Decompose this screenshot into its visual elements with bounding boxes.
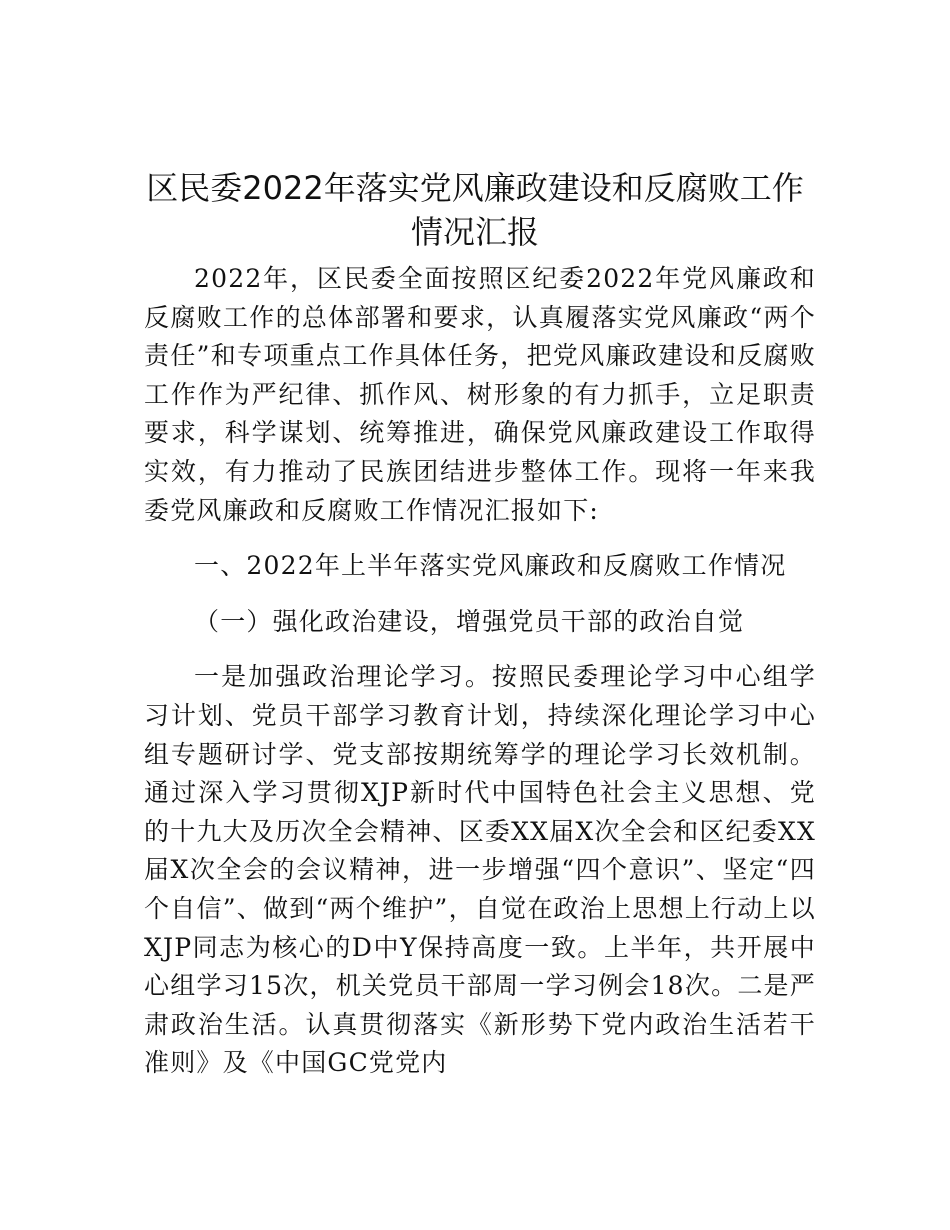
document-body [144, 260, 816, 1083]
document-title-line-2: 情况汇报 [410, 213, 539, 251]
body-paragraph-1: 一是加强政治理论学习。按照民委理论学习中心组学习计划、党员干部学习教育计划，持续深化理论学习中心组专题研讨学、党支部按期统筹学的理论学习长效机制。通过深入学习贯彻XJP新时代中国特色社会主义思想、党的十九大及历次全会精神、区委XX届X次全会和区纪委XX届X次全会的会议精神，进一步增强“四个意识”、坚定“四个自信”、做到“两个维护”，自觉在政治上思想上行动上以XJP同志为核心的D中Y保持高度一致。上半年，共开展中心组学习15次，机关党员干部周一学习例会18次。二是严肃政治生活。认真贯彻落实《新形势下党内政治生活若干准则》及《中国GC党党内 [144, 662, 816, 1078]
document-title-line-1: 区民委2022年落实党风廉政建设和反腐败工作 [146, 169, 804, 207]
section-1-heading: 一、2022年上半年落实党风廉政和反腐败工作情况 [194, 551, 787, 581]
subsection-1-heading: （一）强化政治建设，增强党员干部的政治自觉 [194, 606, 745, 636]
intro-paragraph: 2022年，区民委全面按照区纪委2022年党风廉政和反腐败工作的总体部署和要求，认真履落实党风廉政“两个责任”和专项重点工作具体任务，把党风廉政建设和反腐败工作作为严纪律、抓作风、树形象的有力抓手，立足职责要求，科学谋划、统筹推进，确保党风廉政建设工作取得实效，有力推动了民族团结进步整体工作。现将一年来我委党风廉政和反腐败工作情况汇报如下: [144, 264, 816, 525]
